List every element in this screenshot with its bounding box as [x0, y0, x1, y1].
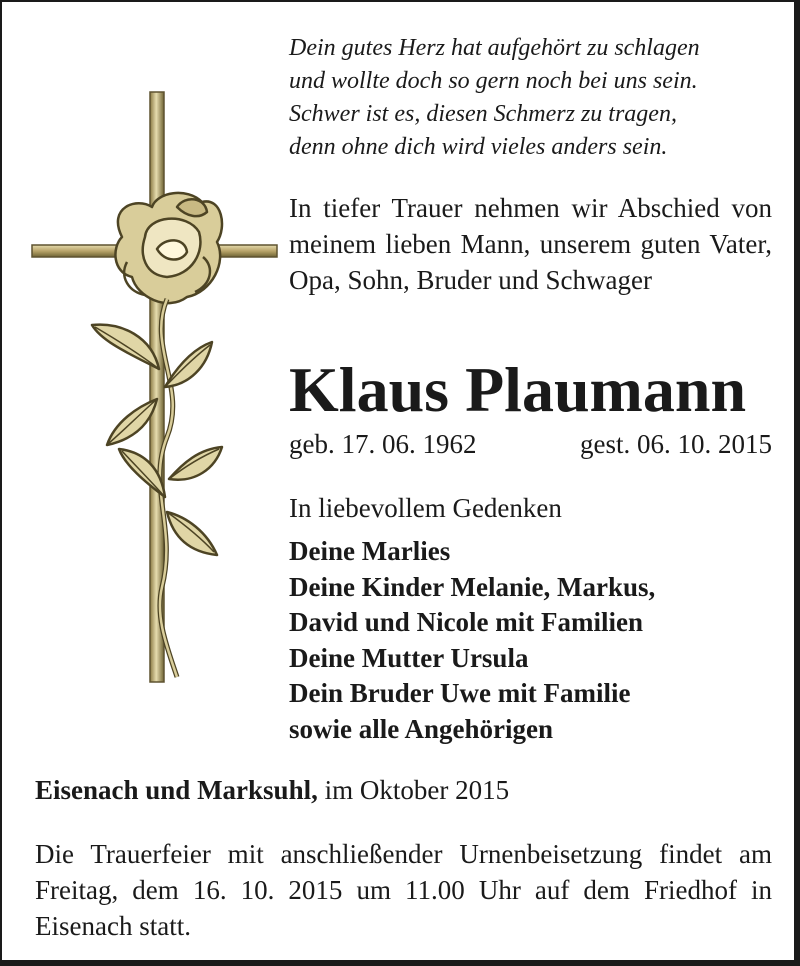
poem-line: und wollte doch so gern noch bei uns sein. [289, 68, 698, 94]
cross-with-rose-icon [27, 87, 282, 687]
mourner-line: David und Nicole mit Familien [289, 607, 644, 637]
poem-line: Dein gutes Herz hat aufgehört zu schlagen [289, 35, 700, 61]
deceased-name: Klaus Plaumann [289, 354, 747, 425]
death-date: gest. 06. 10. 2015 [580, 429, 772, 459]
mourner-line: Dein Bruder Uwe mit Familie [289, 678, 631, 708]
mourner-line: Deine Kinder Melanie, Markus, [289, 571, 656, 602]
birth-date: geb. 17. 06. 1962 [289, 429, 477, 459]
place-and-date [35, 772, 509, 808]
month-year: im Oktober 2015 [317, 775, 510, 805]
poem-line: Schwer ist es, diesen Schmerz zu tragen, [289, 101, 677, 127]
life-dates [289, 426, 772, 462]
poem-line: denn ohne dich wird vieles anders sein. [289, 134, 668, 160]
mourner-line: Deine Mutter Ursula [289, 642, 529, 673]
intro-text: In tiefer Trauer nehmen wir Abschied von meinem lieben Mann, unserem guten Vater, Opa, Sohn, Bruder und Schwager [289, 193, 772, 295]
mourner-line: Deine Marlies [289, 536, 451, 566]
funeral-notice: Die Trauerfeier mit anschließender Urnenbeisetzung findet am Freitag, dem 16. 10. 2015 um 11.00 Uhr auf dem Friedhof in Eisenach statt. [35, 839, 772, 941]
memory-line: In liebevollem Gedenken [289, 493, 562, 523]
mourner-line: sowie alle Angehörigen [289, 713, 553, 744]
mourners-list [289, 534, 655, 747]
place-names: Eisenach und Marksuhl, [35, 775, 318, 805]
poem [289, 32, 769, 164]
